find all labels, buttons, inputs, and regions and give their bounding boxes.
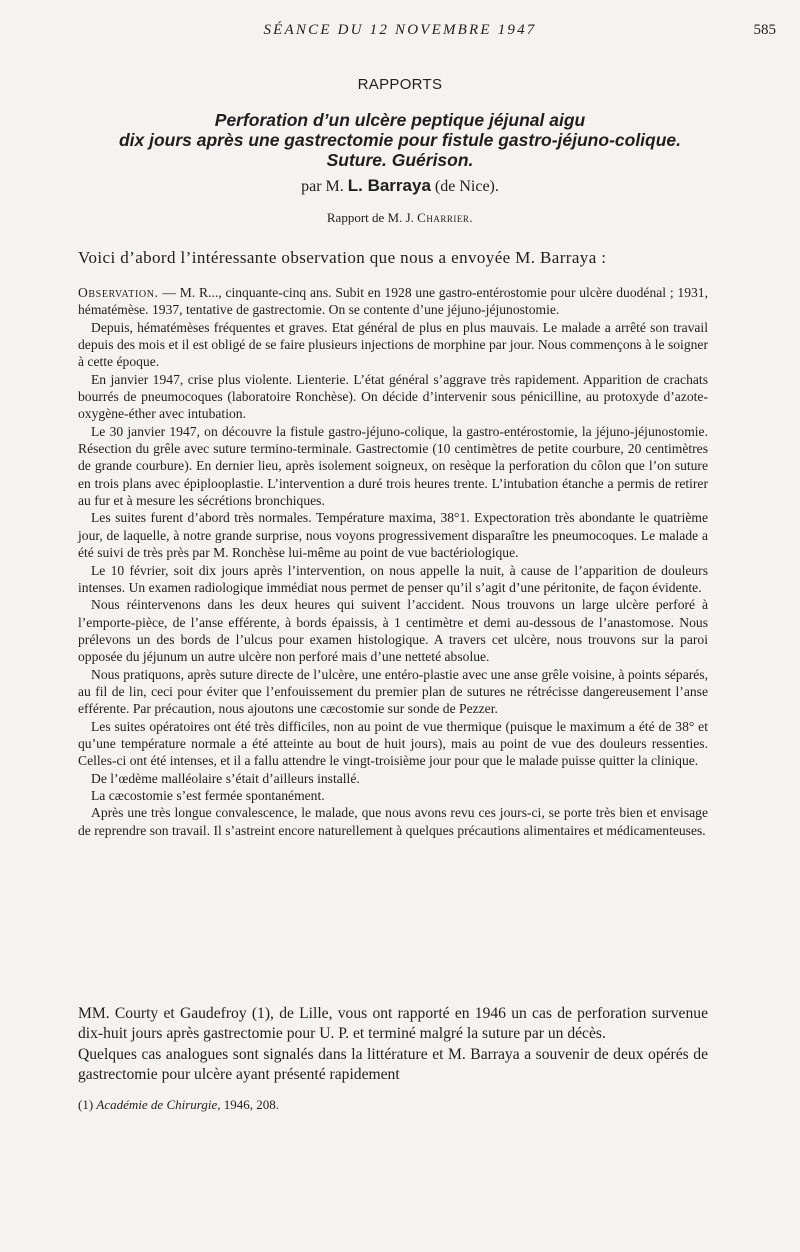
observation-paragraph: Les suites opératoires ont été très difficiles, non au point de vue thermique (puisque le maximum a été de 38° et qu’une température normale a été atteinte au bout de huit jours), mais au point de vue des douleurs ressenties. Celles-ci ont été intenses, et il a fallu attendre le vingt-troisième jour pour que le malade puisse quitter la clinique. [78,718,708,769]
observation-paragraph: En janvier 1947, crise plus violente. Lienterie. L’état général s’aggrave très rapidement. Apparition de crachats bourrés de pneumocoques (laboratoire Ronchèse). On décide d’intervenir sous pénicilline, au protoxyde d’azote-oxygène-éther avec intubation. [78,371,708,422]
report-line [0,210,800,226]
observation-paragraph: De l’œdème malléolaire s’était d’ailleurs installé. [91,770,360,786]
observation-paragraph: Les suites furent d’abord très normales. Température maxima, 38°1. Expectoration très abondante le quatrième jour, de laquelle, à notre grande surprise, nous voyons progressivement disparaître les pneumocoques. Le malade a été suivi de très près par M. Ronchèse lui-même au point de vue bactériologique. [78,510,708,561]
observation-block [78,284,708,839]
observation-paragraph: Le 30 janvier 1947, on découvre la fistule gastro-jéjuno-colique, la gastro-entérostomie, la jéjuno-jéjunostomie. Résection du grêle avec suture termino-terminale. Gastrectomie (10 centimètres de petite courbure, 20 centimètres de grande courbure). En dernier lieu, après isolement soigneux, on resèque la perforation du côlon que l’on suture en trois plans avec épiplooplastie. L’intervention a duré trois heures trente. L’intubation étanche a permis de retirer au fur et à mesure les sécrétions bronchiques. [78,423,708,509]
observation-text: — M. R..., cinquante-cinq ans. Subit en 1928 une gastro-entérostomie pour ulcère duodénal ; 1931, hématémèse. 1937, tentative de gastrectomie. On se contente d’une jéjuno-jéjunostomie. [78,285,709,318]
observation-paragraph: Nous pratiquons, après suture directe de l’ulcère, une entéro-plastie avec une anse grêle voisine, à points séparés, au fil de lin, ceci pour éviter que l’enfouissement du premier plan de sutures ne rétrécisse dangereusement l’anse efférente. Par précaution, nous ajoutons une cæcostomie sur sonde de Pezzer. [78,666,708,717]
footnote-detail: 1946, 208. [223,1097,279,1112]
closing-paragraph: MM. Courty et Gaudefroy (1), de Lille, vous ont rapporté en 1946 un cas de perforation survenue dix-huit jours après gastrectomie pour U. P. et terminé malgré la suture par un décès. [78,1005,708,1043]
intro-sentence: Voici d’abord l’intéressante observation que nous a envoyée M. Barraya : [78,248,607,267]
byline-suffix: (de Nice). [434,178,499,195]
running-header [0,22,800,44]
closing-text [78,1004,708,1086]
running-title: SÉANCE DU 12 NOVEMBRE 1947 [263,22,537,38]
page-number: 585 [753,22,776,38]
observation-paragraph: Le 10 février, soit dix jours après l’intervention, on nous appelle la nuit, à cause de l’apparition de douleurs intenses. Un examen radiologique immédiat nous permet de penser qu’il s’agit d’une péritonite, de façon évidente. [78,562,708,595]
observation-label: Observation. [78,285,159,300]
footnote [78,1097,708,1113]
section-heading: RAPPORTS [357,76,443,93]
closing-paragraph: Quelques cas analogues sont signalés dans la littérature et M. Barraya a souvenir de deux opérés de gastrectomie pour ulcère ayant présenté rapidement [78,1045,708,1084]
observation-paragraph: Nous réintervenons dans les deux heures qui suivent l’accident. Nous trouvons un large ulcère perforé à l’emporte-pièce, de l’anse efférente, à bords épaissis, à 1 centimètre et demi au-dessous de l’anastomose. Nous prélevons un des bords de l’ulcus pour examen histologique. A travers cet ulcère, nous trouvons sur la paroi opposée du jéjunum un autre ulcère non perforé mais d’une netteté absolue. [78,597,708,665]
title-line-1: Perforation d’un ulcère peptique jéjunal aigu [214,110,586,130]
title-line-3: Suture. Guérison. [326,150,474,170]
report-prefix: Rapport de M. J. [326,210,414,225]
article-title [40,110,760,170]
observation-paragraph: La cæcostomie s’est fermée spontanément. [91,787,325,803]
byline-prefix: par M. [301,178,344,195]
reporter-name: Charrier. [417,210,474,225]
title-line-2: dix jours après une gastrectomie pour fistule gastro-jéjuno-colique. [118,130,682,150]
author-name: L. Barraya [347,176,431,195]
observation-paragraph [78,284,708,319]
footnote-source: Académie de Chirurgie, [96,1097,221,1112]
footnote-marker: (1) [78,1097,94,1112]
observation-paragraph: Depuis, hématémèses fréquentes et graves. Etat général de plus en plus mauvais. Le malade a arrêté son travail depuis des mois et il est obligé de se faire plusieurs injections de morphine par jour. Nous commençons à le soigner à cette époque. [78,319,708,370]
byline [0,176,800,196]
observation-paragraph: Après une très longue convalescence, le malade, que nous avons revu ces jours-ci, se porte très bien et envisage de reprendre son travail. Il s’astreint encore naturellement à quelques précautions alimentaires et médicamenteuses. [78,805,708,838]
